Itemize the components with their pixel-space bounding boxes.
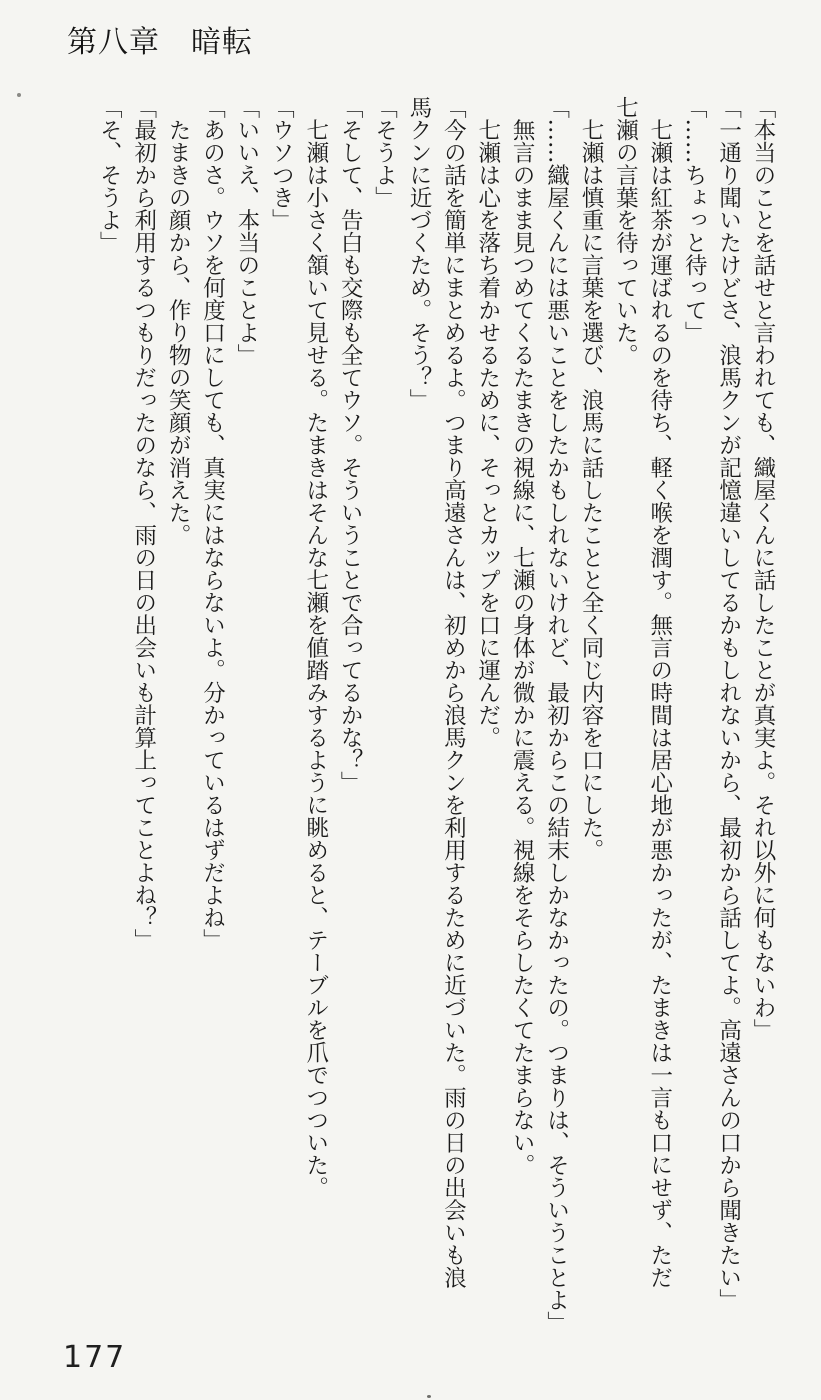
text-line: 「ウソつき」 — [268, 96, 295, 231]
text-line: 「そうよ」 — [371, 96, 398, 209]
text-line: 「いいえ、本当のことよ」 — [233, 96, 260, 366]
text-line: 馬クンに近づくため。そう？」 — [405, 96, 432, 411]
text-line: 「……織屋くんには悪いことをしたかもしれないけれど、最初からこの結末しかなかったの。つまりは、そういうことよ」 — [543, 96, 570, 1334]
scan-artifact-dot — [17, 93, 21, 97]
page-number: 177 — [63, 1340, 127, 1375]
text-line: 七瀬は心を落ち着かせるために、そっとカップを口に運んだ。 — [474, 96, 501, 749]
text-line: 「あのさ。ウソを何度口にしても、真実にはならないよ。分かっているはずだよね」 — [199, 96, 226, 951]
text-line: 「本当のことを話せと言われても、織屋くんに話したことが真実よ。それ以外に何もないわ」 — [750, 96, 776, 1041]
text-line: 無言のまま見つめてくるたまきの視線に、七瀬の身体が微かに震える。視線をそらしたくてたまらない。 — [509, 96, 536, 1176]
text-line: 「そ、そうよ」 — [96, 96, 123, 254]
text-line: 七瀬は紅茶が運ばれるのを待ち、軽く喉を潤す。無言の時間は居心地が悪かったが、たまきは一言も口にせず、ただ — [646, 96, 673, 1289]
chapter-header: 第八章 暗転 — [67, 25, 253, 60]
text-line: 七瀬は小さく頷いて見せる。たまきはそんな七瀬を値踏みするように眺めると、テーブルを爪でつついた。 — [302, 96, 329, 1199]
text-line: 「一通り聞いたけどさ、浪馬クンが記憶違いしてるかもしれないから、最初から話してよ。高遠さんの口から聞きたい」 — [715, 96, 742, 1311]
text-line: 七瀬は慎重に言葉を選び、浪馬に話したことと全く同じ内容を口にした。 — [577, 96, 604, 861]
text-line: 七瀬の言葉を待っていた。 — [612, 96, 639, 366]
text-line: たまきの顔から、作り物の笑顔が消えた。 — [165, 96, 192, 546]
text-columns — [90, 96, 780, 1352]
text-line: 「……ちょっと待って」 — [681, 96, 708, 344]
text-line: 「そして、告白も交際も全てウソ。そういうことで合ってるかな？」 — [337, 96, 364, 794]
scan-artifact-dot — [427, 1395, 431, 1398]
text-line: 「最初から利用するつもりだったのなら、雨の日の出会いも計算上ってことよね？」 — [130, 96, 157, 951]
text-line: 「今の話を簡単にまとめるよ。つまり高遠さんは、初めから浪馬クンを利用するために近づいた。雨の日の出会いも浪 — [440, 96, 467, 1289]
